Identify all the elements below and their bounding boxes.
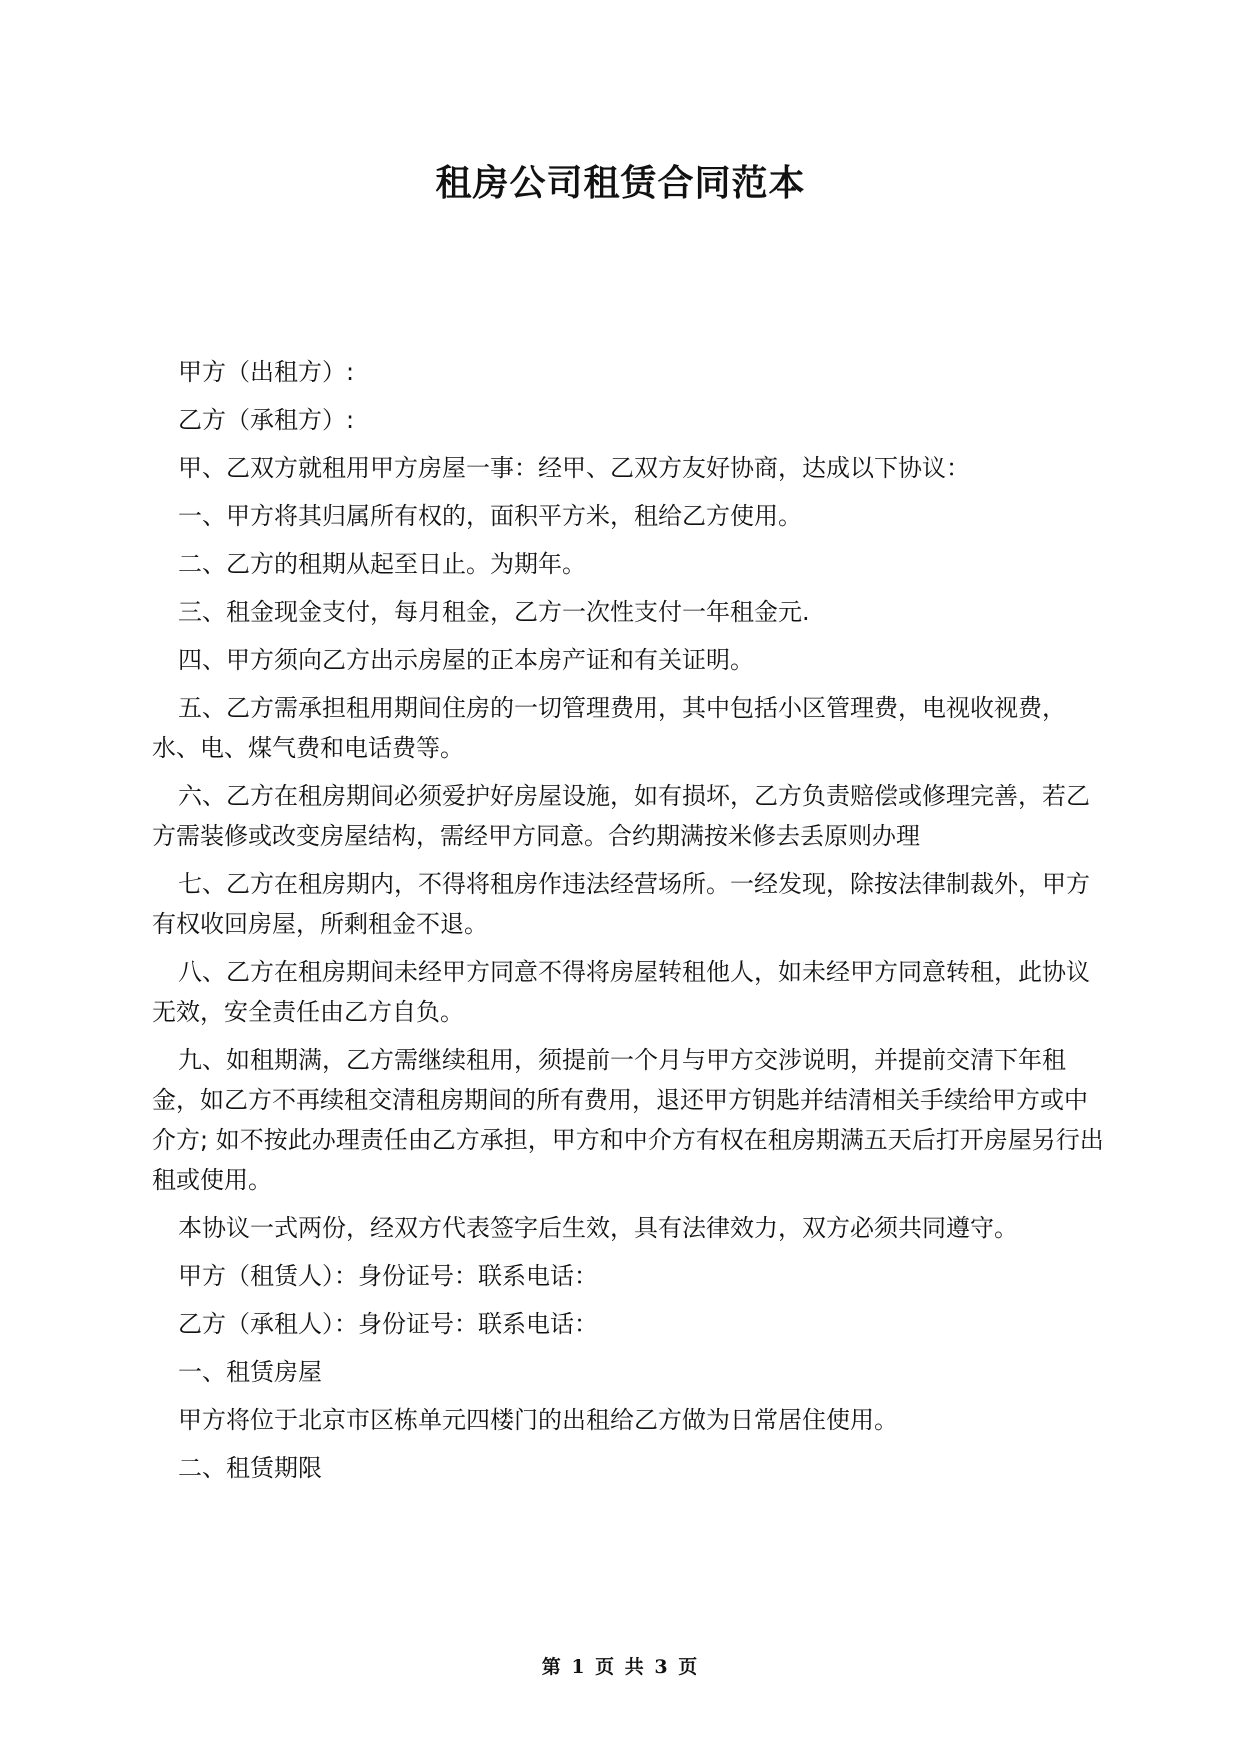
document-title: 租房公司租赁合同范本 [435, 163, 806, 204]
paragraph-intro: 甲、乙双方就租用甲方房屋一事：经甲、乙双方友好协商，达成以下协议： [178, 454, 970, 482]
paragraph-clause-5: 五、乙方需承担租用期间住房的一切管理费用，其中包括小区管理费，电视收视费，水、电、煤气费和电话费等。 [152, 694, 1066, 762]
paragraph-clause-1: 一、甲方将其归属所有权的，面积平方米，租给乙方使用。 [178, 502, 802, 530]
document-body [152, 352, 1110, 1496]
page-footer: 第 1 页 共 3 页 [541, 1656, 700, 1678]
paragraph-agreement-copies: 本协议一式两份，经双方代表签字后生效，具有法律效力，双方必须共同遵守。 [178, 1214, 1018, 1242]
paragraph-clause-6: 六、乙方在租房期间必须爱护好房屋设施，如有损坏，乙方负责赔偿或修理完善，若乙方需装修或改变房屋结构，需经甲方同意。合约期满按米修去丢原则办理 [152, 782, 1090, 850]
paragraph-lessee-info: 乙方（承租人）：身份证号：联系电话： [178, 1310, 598, 1338]
heading-lease-term: 二、租赁期限 [178, 1454, 322, 1482]
paragraph-clause-9: 九、如租期满，乙方需继续租用，须提前一个月与甲方交涉说明，并提前交清下年租金，如乙方不再续租交清租房期间的所有费用，退还甲方钥匙并结清相关手续给甲方或中介方; 如不按此办理责任由乙方承担，甲方和中介方有权在租房期满五天后打开房屋另行出租或使用。 [152, 1046, 1104, 1194]
paragraph-lease-premises: 甲方将位于北京市区栋单元四楼门的出租给乙方做为日常居住使用。 [178, 1406, 898, 1434]
paragraph-clause-4: 四、甲方须向乙方出示房屋的正本房产证和有关证明。 [178, 646, 754, 674]
paragraph-clause-2: 二、乙方的租期从起至日止。为期年。 [178, 550, 586, 578]
paragraph-clause-3: 三、租金现金支付，每月租金，乙方一次性支付一年租金元. [178, 598, 810, 626]
paragraph-clause-8: 八、乙方在租房期间未经甲方同意不得将房屋转租他人，如未经甲方同意转租，此协议无效，安全责任由乙方自负。 [152, 958, 1090, 1026]
paragraph-party-a: 甲方（出租方）: [178, 358, 355, 386]
paragraph-clause-7: 七、乙方在租房期内，不得将租房作违法经营场所。一经发现，除按法律制裁外，甲方有权收回房屋，所剩租金不退。 [152, 870, 1090, 938]
heading-lease-premises: 一、租赁房屋 [178, 1358, 322, 1386]
paragraph-party-b: 乙方（承租方）: [178, 406, 355, 434]
paragraph-lessor-info: 甲方（租赁人）：身份证号：联系电话： [178, 1262, 598, 1290]
